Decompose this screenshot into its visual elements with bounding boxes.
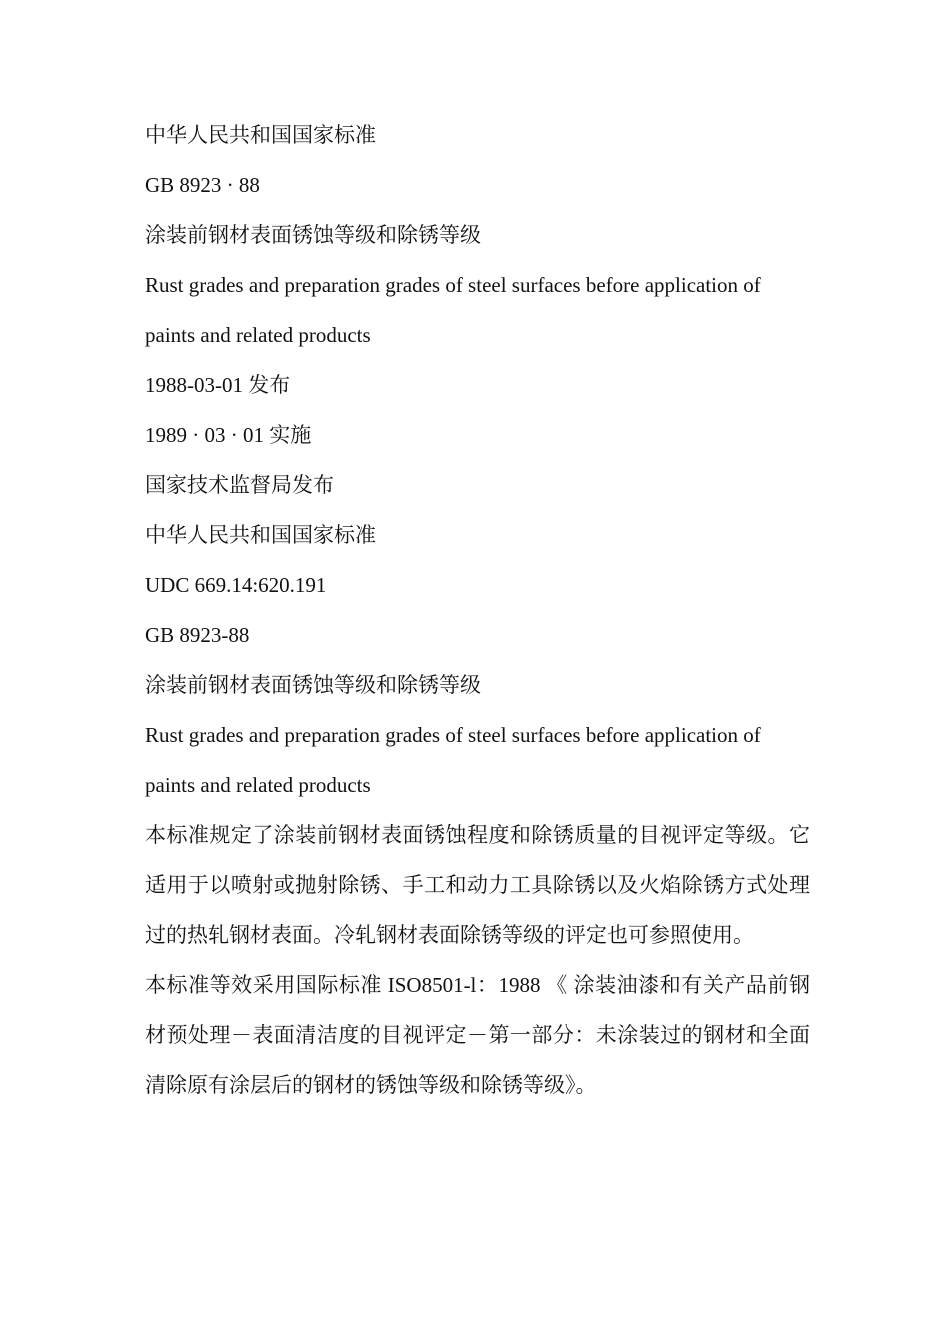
chinese-title-2: 涂装前钢材表面锈蚀等级和除锈等级: [145, 673, 481, 697]
standard-number-2: GB 8923-88: [145, 623, 250, 647]
iso-equivalence-paragraph: 本标准等效采用国际标准 ISO8501-l：1988 《 涂装油漆和有关产品前钢材预处理－表面清洁度的目视评定－第一部分：未涂装过的钢材和全面清除原有涂层后的钢材的锈蚀等级和除锈等级》。: [145, 973, 810, 1097]
issue-date: 1988-03-01 发布: [145, 373, 291, 397]
national-standard-heading-2: 中华人民共和国国家标准: [145, 523, 376, 547]
national-standard-heading: 中华人民共和国国家标准: [145, 123, 376, 147]
scope-paragraph: 本标准规定了涂装前钢材表面锈蚀程度和除锈质量的目视评定等级。它适用于以喷射或抛射除锈、手工和动力工具除锈以及火焰除锈方式处理过的热轧钢材表面。冷轧钢材表面除锈等级的评定也可参照使用。: [145, 823, 810, 947]
english-title: Rust grades and preparation grades of steel surfaces before application of paints and related products: [145, 273, 761, 347]
standard-number: GB 8923 · 88: [145, 173, 260, 197]
implementation-date: 1989 · 03 · 01 实施: [145, 423, 312, 447]
document-body: [145, 110, 810, 1110]
udc-number: UDC 669.14:620.191: [145, 573, 327, 597]
chinese-title: 涂装前钢材表面锈蚀等级和除锈等级: [145, 223, 481, 247]
issuing-authority: 国家技术监督局发布: [145, 473, 334, 497]
english-title-2: Rust grades and preparation grades of steel surfaces before application of paints and related products: [145, 723, 761, 797]
